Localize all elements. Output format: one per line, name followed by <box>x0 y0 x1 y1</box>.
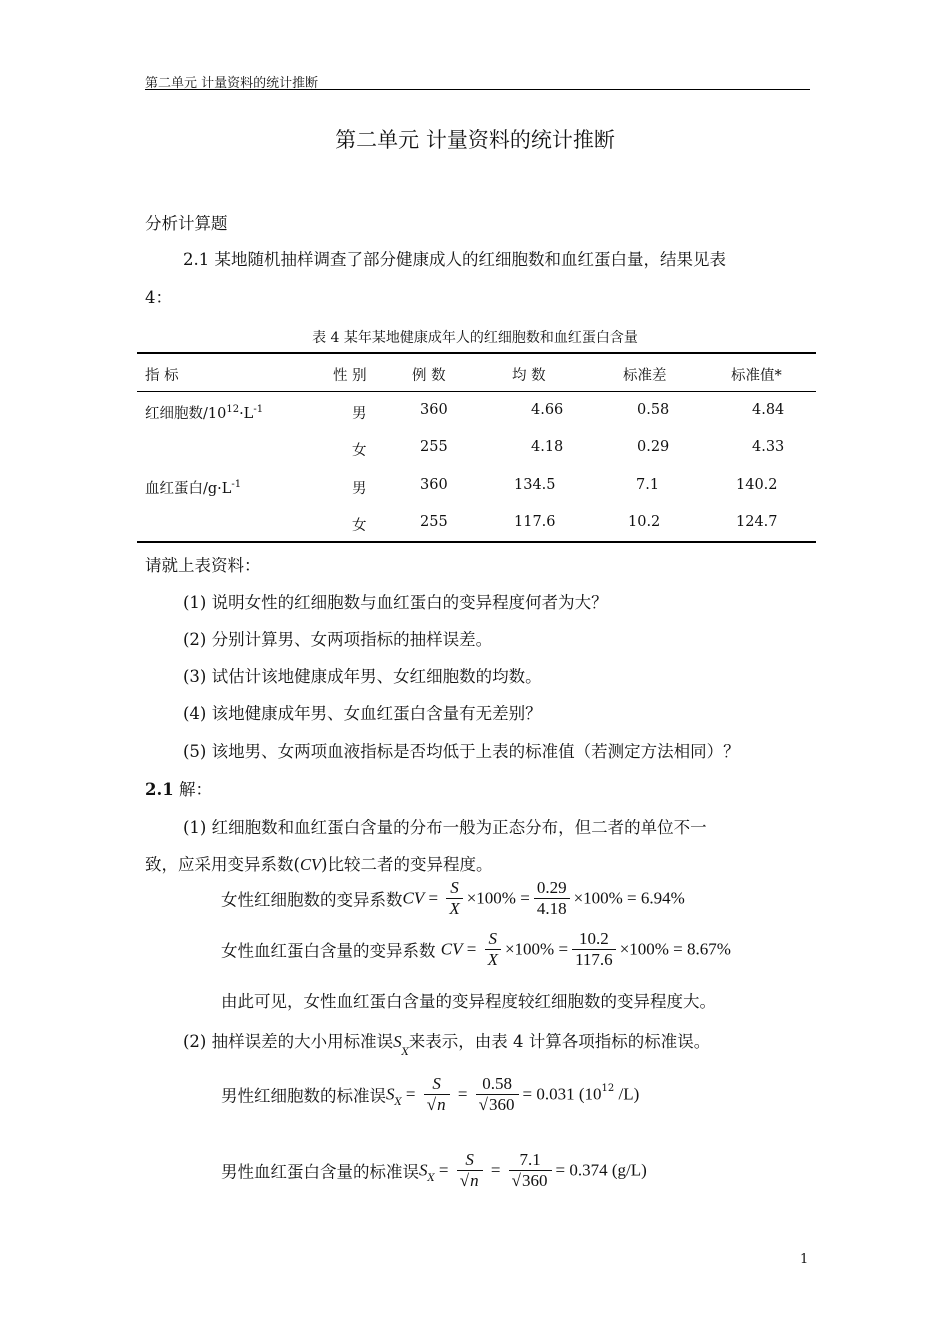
col-header-standard: 标准值* <box>731 368 782 384</box>
col-header-sex: 性 别 <box>333 368 367 384</box>
cell-n: 255 <box>420 439 448 455</box>
page-number: 1 <box>800 1252 809 1267</box>
table-header-rule <box>137 391 816 392</box>
cell-sex: 男 <box>352 406 367 422</box>
cell-sd: 0.58 <box>637 402 670 418</box>
cell-standard: 4.33 <box>752 439 785 455</box>
cell-standard: 124.7 <box>736 514 778 530</box>
col-header-mean: 均 数 <box>512 368 546 384</box>
cell-n: 360 <box>420 402 448 418</box>
section-heading: 分析计算题 <box>145 214 228 233</box>
answer-p1-line1: (1) 红细胞数和血红蛋白含量的分布一般为正态分布，但二者的单位不一 <box>183 818 707 837</box>
question-item: (5) 该地男、女两项血液指标是否均低于上表的标准值（若测定方法相同）？ <box>183 742 740 761</box>
cell-sex: 女 <box>352 518 367 534</box>
answer-p2: (2) 抽样误差的大小用标准误$S_X$来表示，由表 4 计算各项指标的标准误。 <box>183 1032 711 1058</box>
equation-cv-rbc: 女性红细胞数的变异系数CV = $\frac{S}{X}$ ×100% = $\frac{0.29}{4.18}$ ×100% = 6.94% <box>221 878 685 918</box>
cell-mean: 4.66 <box>531 402 564 418</box>
equation-cv-hb: 女性血红蛋白含量的变异系数 CV = $\frac{S}{X}$ ×100% = $\frac{10.2}{117.6}$ ×100% = 8.67% <box>221 929 731 969</box>
answer-label: 2.1 解： <box>145 780 212 799</box>
question-item: (2) 分别计算男、女两项指标的抽样误差。 <box>183 630 493 649</box>
cell-sex: 女 <box>352 443 367 459</box>
header-rule <box>145 89 810 90</box>
equation-se-hb: 男性血红蛋白含量的标准误$S_X$ = $\frac{S}{√n}$ = $\frac{7.1}{√360}$ = 0.374 (g/L) <box>221 1150 647 1190</box>
cell-sd: 7.1 <box>636 477 660 493</box>
table-bottom-rule <box>137 541 816 543</box>
cell-standard: 4.84 <box>752 402 785 418</box>
page-title: 第二单元 计量资料的统计推断 <box>335 128 615 152</box>
running-header: 第二单元 计量资料的统计推断 <box>145 76 319 91</box>
cell-sd: 0.29 <box>637 439 670 455</box>
table-top-rule <box>137 352 816 354</box>
cell-standard: 140.2 <box>736 477 778 493</box>
table-caption: 表 4 某年某地健康成年人的红细胞数和血红蛋白含量 <box>312 330 638 346</box>
cell-mean: 4.18 <box>531 439 564 455</box>
question-intro-line1: 2.1 某地随机抽样调查了部分健康成人的红细胞数和血红蛋白量，结果见表 <box>183 250 726 269</box>
cell-mean: 117.6 <box>514 514 556 530</box>
cell-mean: 134.5 <box>514 477 556 493</box>
conclusion-text: 由此可见，女性血红蛋白含量的变异程度较红细胞数的变异程度大。 <box>221 992 716 1011</box>
cell-sd: 10.2 <box>628 514 661 530</box>
question-item: (4) 该地健康成年男、女血红蛋白含量有无差别？ <box>183 704 542 723</box>
question-intro-line2: 4： <box>145 288 172 307</box>
answer-p1-line2: 致，应采用变异系数(CV)比较二者的变异程度。 <box>145 855 493 874</box>
cell-n: 255 <box>420 514 448 530</box>
cell-n: 360 <box>420 477 448 493</box>
col-header-indicator: 指 标 <box>145 368 179 384</box>
cell-sex: 男 <box>352 481 367 497</box>
question-item: (1) 说明女性的红细胞数与血红蛋白的变异程度何者为大？ <box>183 593 608 612</box>
col-header-sd: 标准差 <box>623 368 667 384</box>
question-item: (3) 试估计该地健康成年男、女红细胞数的均数。 <box>183 667 542 686</box>
cell-indicator: 红细胞数$/10^{12}\cdot L^{-1}$ <box>145 404 264 422</box>
prompt-text: 请就上表资料： <box>145 556 261 575</box>
col-header-n: 例 数 <box>412 368 446 384</box>
cell-indicator: 血红蛋白$/g\cdot L^{-1}$ <box>145 479 242 497</box>
equation-se-rbc: 男性红细胞数的标准误$S_X$ = $\frac{S}{√n}$ = $\frac{0.58}{√360}$ = 0.031 ($10^{12}$ /L) <box>221 1074 640 1114</box>
